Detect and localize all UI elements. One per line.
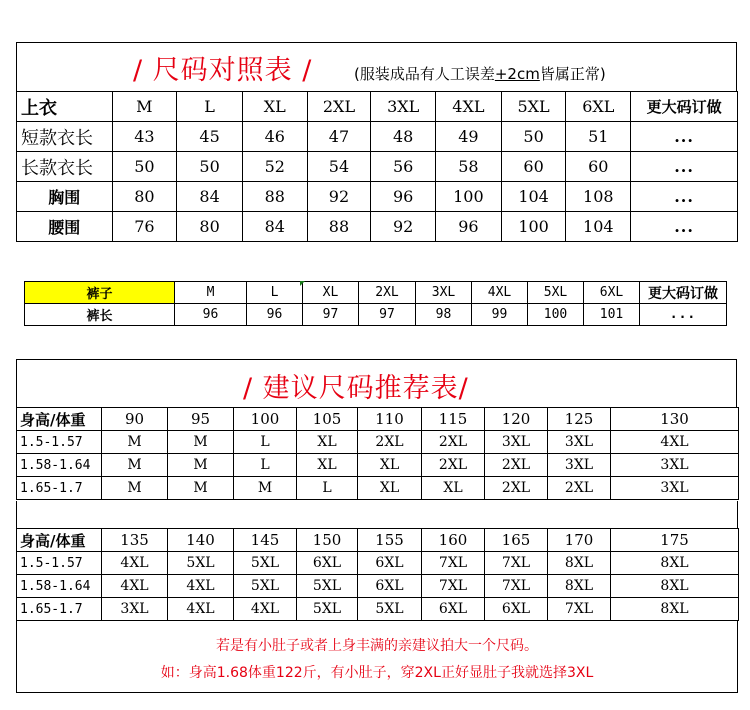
header-cell: M xyxy=(112,92,177,122)
header-cell: 165 xyxy=(485,529,548,552)
table-cell: 45 xyxy=(177,122,243,152)
table-cell: M xyxy=(102,454,168,477)
note-prefix: (服装成品有人工误差 xyxy=(354,65,495,83)
table-cell: 56 xyxy=(371,152,436,182)
table-cell: ... xyxy=(631,122,738,152)
header-cell: 身高/体重 xyxy=(17,408,102,431)
table-cell: M xyxy=(168,454,234,477)
table-cell: 100 xyxy=(501,212,566,242)
size-chart-table xyxy=(16,91,738,242)
header-cell: XL xyxy=(303,282,359,304)
header-cell: 更大码订做 xyxy=(640,282,727,304)
header-cell: 4XL xyxy=(436,92,502,122)
table-cell: 2XL xyxy=(485,477,548,500)
header-cell: M xyxy=(175,282,247,304)
recommendation-notes xyxy=(16,621,738,693)
table-cell: 47 xyxy=(307,122,371,152)
table-cell: 7XL xyxy=(422,552,485,575)
table-cell: 96 xyxy=(175,304,247,326)
table-cell: XL xyxy=(358,454,422,477)
header-cell: 90 xyxy=(102,408,168,431)
table-cell: 60 xyxy=(566,152,631,182)
row-label: 胸围 xyxy=(17,182,113,212)
table-cell: ... xyxy=(631,152,738,182)
size-chart-row xyxy=(17,152,738,182)
pants-chart-table xyxy=(24,281,727,326)
table-cell: 101 xyxy=(584,304,640,326)
size-chart-row xyxy=(17,182,738,212)
table-cell: 2XL xyxy=(358,431,422,454)
table-cell: ... xyxy=(631,182,738,212)
recommendation-row xyxy=(17,552,739,575)
table-cell: 49 xyxy=(436,122,502,152)
table-cell: 8XL xyxy=(611,575,739,598)
table-cell: 104 xyxy=(501,182,566,212)
pants-header-row xyxy=(25,282,727,304)
table-cell: 7XL xyxy=(485,575,548,598)
table-cell: 3XL xyxy=(611,477,739,500)
recommendation-header-row xyxy=(17,408,739,431)
header-cell: 2XL xyxy=(359,282,416,304)
row-label: 裤长 xyxy=(25,304,175,326)
cell-comment-marker xyxy=(300,281,305,286)
row-label: 1.5-1.57 xyxy=(17,431,102,454)
header-cell: 5XL xyxy=(528,282,584,304)
recommendation-row xyxy=(17,598,739,621)
note-example: 如：身高1.68体重122斤，有小肚子，穿2XL正好显肚子我就选择3XL xyxy=(160,665,594,681)
table-cell: M xyxy=(168,431,234,454)
note-line: 若是有小肚子或者上身丰满的亲建议拍大一个尺码。 xyxy=(216,638,538,654)
table-cell: 6XL xyxy=(358,552,422,575)
table-cell: 88 xyxy=(242,182,307,212)
table-cell: M xyxy=(234,477,297,500)
header-cell: L xyxy=(177,92,243,122)
table-cell: 4XL xyxy=(234,598,297,621)
header-cell: 150 xyxy=(297,529,358,552)
row-label: 1.65-1.7 xyxy=(17,598,102,621)
size-chart-row xyxy=(17,212,738,242)
table-cell: 50 xyxy=(112,152,177,182)
table-cell: 54 xyxy=(307,152,371,182)
table-cell: ... xyxy=(640,304,727,326)
size-chart-note xyxy=(354,63,606,84)
table-cell: XL xyxy=(297,431,358,454)
table-cell: 7XL xyxy=(422,575,485,598)
table-cell: XL xyxy=(358,477,422,500)
table-cell: 8XL xyxy=(548,552,611,575)
table-cell: 92 xyxy=(371,212,436,242)
table-cell: 5XL xyxy=(297,598,358,621)
table-cell: 8XL xyxy=(548,575,611,598)
table-cell: 100 xyxy=(436,182,502,212)
note-suffix: 皆属正常) xyxy=(539,65,606,83)
table-cell: 8XL xyxy=(611,552,739,575)
table-cell: M xyxy=(168,477,234,500)
header-cell: 160 xyxy=(422,529,485,552)
table-cell: L xyxy=(234,454,297,477)
table-cell: 92 xyxy=(307,182,371,212)
table-cell: 6XL xyxy=(485,598,548,621)
header-cell: 125 xyxy=(548,408,611,431)
header-cell: 2XL xyxy=(307,92,371,122)
table-cell: 4XL xyxy=(102,552,168,575)
table-cell: 4XL xyxy=(168,575,234,598)
table-cell: 51 xyxy=(566,122,631,152)
recommendation-row xyxy=(17,431,739,454)
table-cell: 97 xyxy=(359,304,416,326)
row-label: 腰围 xyxy=(17,212,113,242)
header-cell: 3XL xyxy=(371,92,436,122)
table-cell: 58 xyxy=(436,152,502,182)
table-cell: 100 xyxy=(528,304,584,326)
table-cell: 98 xyxy=(416,304,472,326)
table-cell: 5XL xyxy=(297,575,358,598)
table-cell: 80 xyxy=(177,212,243,242)
table-cell: 4XL xyxy=(168,598,234,621)
header-cell: 6XL xyxy=(566,92,631,122)
size-chart-title: / 尺码对照表 / xyxy=(133,55,313,86)
table-cell: ... xyxy=(631,212,738,242)
table-cell: M xyxy=(102,477,168,500)
header-cell: 145 xyxy=(234,529,297,552)
table-cell: 8XL xyxy=(611,598,739,621)
table-cell: 84 xyxy=(177,182,243,212)
header-cell: L xyxy=(247,282,303,304)
table-cell: 5XL xyxy=(234,552,297,575)
table-cell: 96 xyxy=(436,212,502,242)
table-cell: 4XL xyxy=(611,431,739,454)
header-cell: 上衣 xyxy=(17,92,113,122)
table-cell: 50 xyxy=(501,122,566,152)
table-cell: XL xyxy=(297,454,358,477)
table-cell: 5XL xyxy=(358,598,422,621)
note-tolerance: +2cm xyxy=(494,65,540,83)
header-cell: 95 xyxy=(168,408,234,431)
recommendation-row xyxy=(17,477,739,500)
pants-row xyxy=(25,304,727,326)
table-cell: 104 xyxy=(566,212,631,242)
header-cell: 3XL xyxy=(416,282,472,304)
header-cell: 5XL xyxy=(501,92,566,122)
table-cell: 2XL xyxy=(485,454,548,477)
table-cell: XL xyxy=(422,477,485,500)
header-cell: 115 xyxy=(422,408,485,431)
table-cell: 7XL xyxy=(548,598,611,621)
table-cell: 52 xyxy=(242,152,307,182)
header-cell: 135 xyxy=(102,529,168,552)
table-cell: 76 xyxy=(112,212,177,242)
size-chart-row xyxy=(17,122,738,152)
table-cell: 43 xyxy=(112,122,177,152)
table-cell: 6XL xyxy=(297,552,358,575)
recommendation-title: / 建议尺码推荐表/ xyxy=(243,373,469,404)
table-cell: 4XL xyxy=(102,575,168,598)
header-cell: 140 xyxy=(168,529,234,552)
recommendation-row xyxy=(17,575,739,598)
table-cell: 48 xyxy=(371,122,436,152)
table-cell: 3XL xyxy=(548,454,611,477)
header-cell: 105 xyxy=(297,408,358,431)
header-cell: 更大码订做 xyxy=(631,92,738,122)
header-cell: 170 xyxy=(548,529,611,552)
header-cell: 4XL xyxy=(472,282,528,304)
recommendation-header-row xyxy=(17,529,739,552)
table-cell: 97 xyxy=(303,304,359,326)
recommendation-spacer xyxy=(16,501,738,529)
table-cell: 3XL xyxy=(102,598,168,621)
row-label: 长款衣长 xyxy=(17,152,113,182)
header-cell: 6XL xyxy=(584,282,640,304)
table-cell: 7XL xyxy=(485,552,548,575)
table-cell: M xyxy=(102,431,168,454)
header-cell: 175 xyxy=(611,529,739,552)
size-chart-title-bar xyxy=(16,42,737,91)
recommendation-title-bar xyxy=(16,359,737,407)
table-cell: 5XL xyxy=(234,575,297,598)
table-cell: 6XL xyxy=(422,598,485,621)
table-cell: 5XL xyxy=(168,552,234,575)
header-cell: 裤子 xyxy=(25,282,175,304)
header-cell: 110 xyxy=(358,408,422,431)
table-cell: 84 xyxy=(242,212,307,242)
size-chart-header-row xyxy=(17,92,738,122)
table-cell: 99 xyxy=(472,304,528,326)
table-cell: 96 xyxy=(371,182,436,212)
row-label: 1.5-1.57 xyxy=(17,552,102,575)
header-cell: 100 xyxy=(234,408,297,431)
table-cell: L xyxy=(234,431,297,454)
recommendation-table-a xyxy=(16,407,739,500)
row-label: 短款衣长 xyxy=(17,122,113,152)
header-cell: 120 xyxy=(485,408,548,431)
recommendation-row xyxy=(17,454,739,477)
row-label: 1.65-1.7 xyxy=(17,477,102,500)
table-cell: 3XL xyxy=(485,431,548,454)
header-cell: XL xyxy=(242,92,307,122)
row-label: 1.58-1.64 xyxy=(17,454,102,477)
header-cell: 130 xyxy=(611,408,739,431)
table-cell: 46 xyxy=(242,122,307,152)
recommendation-table-b xyxy=(16,528,739,621)
table-cell: 80 xyxy=(112,182,177,212)
table-cell: L xyxy=(297,477,358,500)
table-cell: 50 xyxy=(177,152,243,182)
table-cell: 108 xyxy=(566,182,631,212)
table-cell: 2XL xyxy=(548,477,611,500)
table-cell: 6XL xyxy=(358,575,422,598)
header-cell: 身高/体重 xyxy=(17,529,102,552)
table-cell: 96 xyxy=(247,304,303,326)
table-cell: 88 xyxy=(307,212,371,242)
row-label: 1.58-1.64 xyxy=(17,575,102,598)
header-cell: 155 xyxy=(358,529,422,552)
table-cell: 2XL xyxy=(422,454,485,477)
table-cell: 3XL xyxy=(611,454,739,477)
table-cell: 3XL xyxy=(548,431,611,454)
table-cell: 60 xyxy=(501,152,566,182)
table-cell: 2XL xyxy=(422,431,485,454)
